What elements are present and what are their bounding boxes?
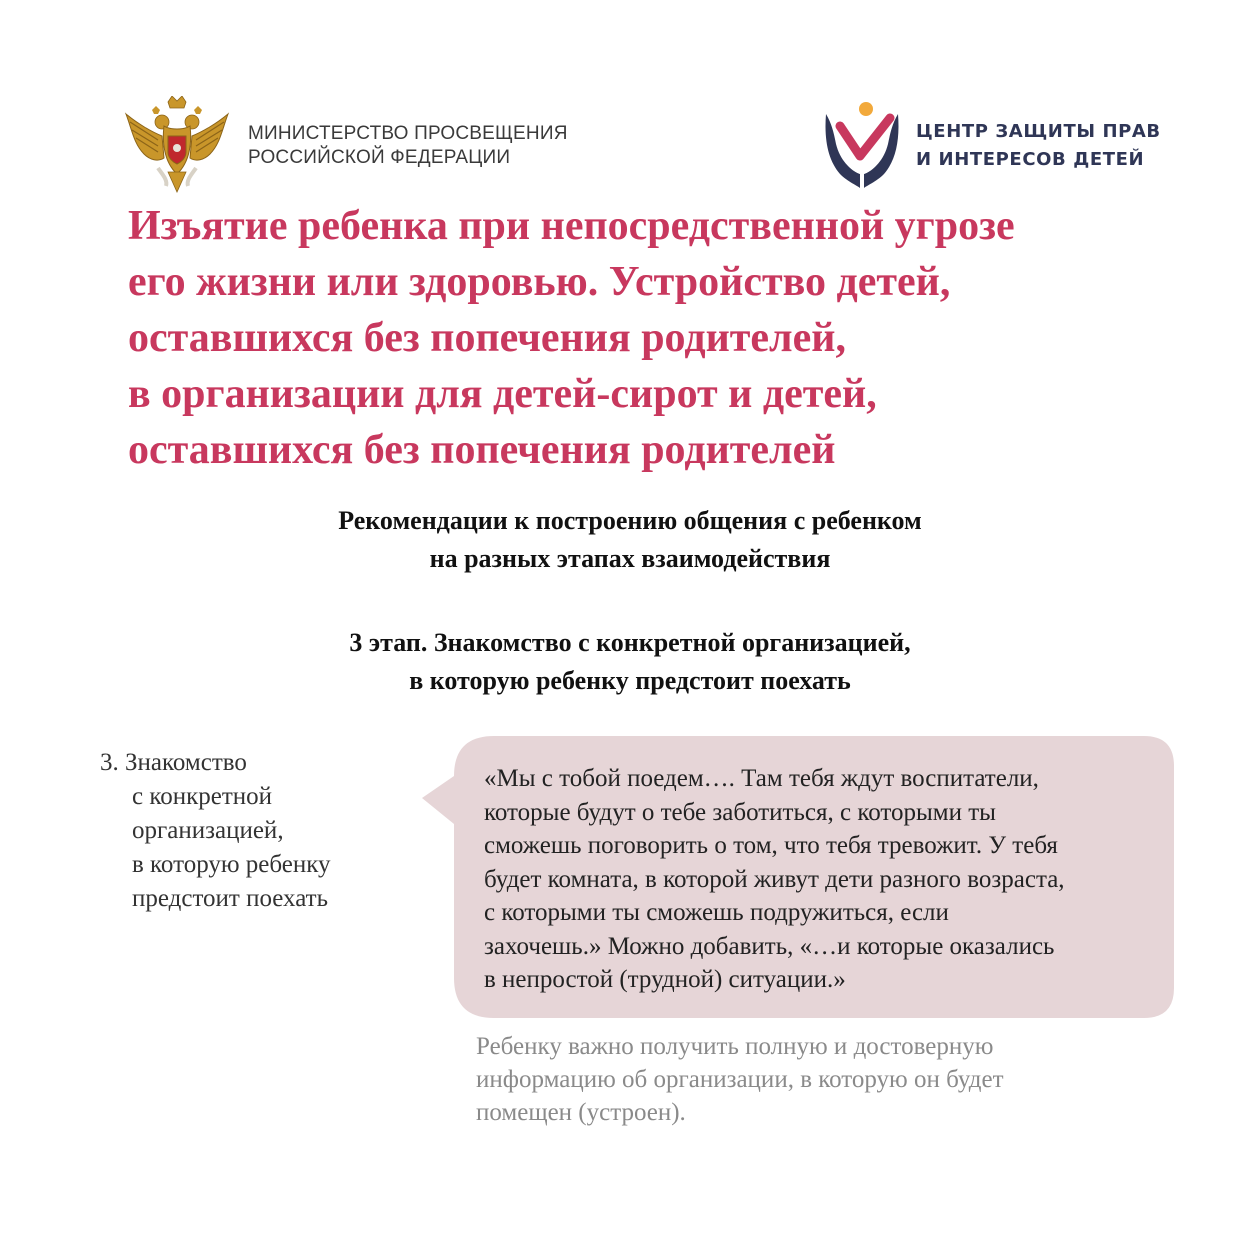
- hands-heart-logo-icon: [820, 100, 904, 192]
- ministry-name: МИНИСТЕРСТВО ПРОСВЕЩЕНИЯ РОССИЙСКОЙ ФЕДЕРАЦИИ: [248, 123, 568, 168]
- ministry-logo: [118, 96, 568, 196]
- center-name: ЦЕНТР ЗАЩИТЫ ПРАВ И ИНТЕРЕСОВ ДЕТЕЙ: [916, 121, 1161, 170]
- stage-item-rest: с конкретной организацией, в которую ребенку предстоит поехать: [132, 783, 331, 912]
- page-title: Изъятие ребенка при непосредственной угрозе его жизни или здоровью. Устройство детей, оставшихся без попечения родителей, в организации для детей-сирот и детей, оставшихся без попечения родителей: [128, 203, 1015, 473]
- speech-bubble: [414, 736, 1204, 1020]
- double-headed-eagle-emblem-icon: [118, 96, 236, 196]
- center-logo: [820, 100, 1161, 192]
- quote-text: «Мы с тобой поедем…. Там тебя ждут воспитатели, которые будут о тебе заботиться, с которыми ты сможешь поговорить о том, что тебя тревожит. У тебя будет комната, в которой живут дети разного возраста, с которыми ты сможешь подружиться, если захочешь.» Можно добавить, «…и которые оказались в непростой (трудной) ситуации.»: [484, 765, 1065, 993]
- note-text: Ребенку важно получить полную и достоверную информацию об организации, в которую он будет помещен (устроен).: [476, 1033, 1004, 1126]
- stage-item-first-line: 3. Знакомство: [100, 749, 247, 776]
- stage-list-item: [100, 746, 400, 916]
- stage-heading: 3 этап. Знакомство с конкретной организацией, в которую ребенку предстоит поехать: [349, 628, 911, 695]
- recommendations-heading: Рекомендации к построению общения с ребенком на разных этапах взаимодействия: [338, 506, 922, 573]
